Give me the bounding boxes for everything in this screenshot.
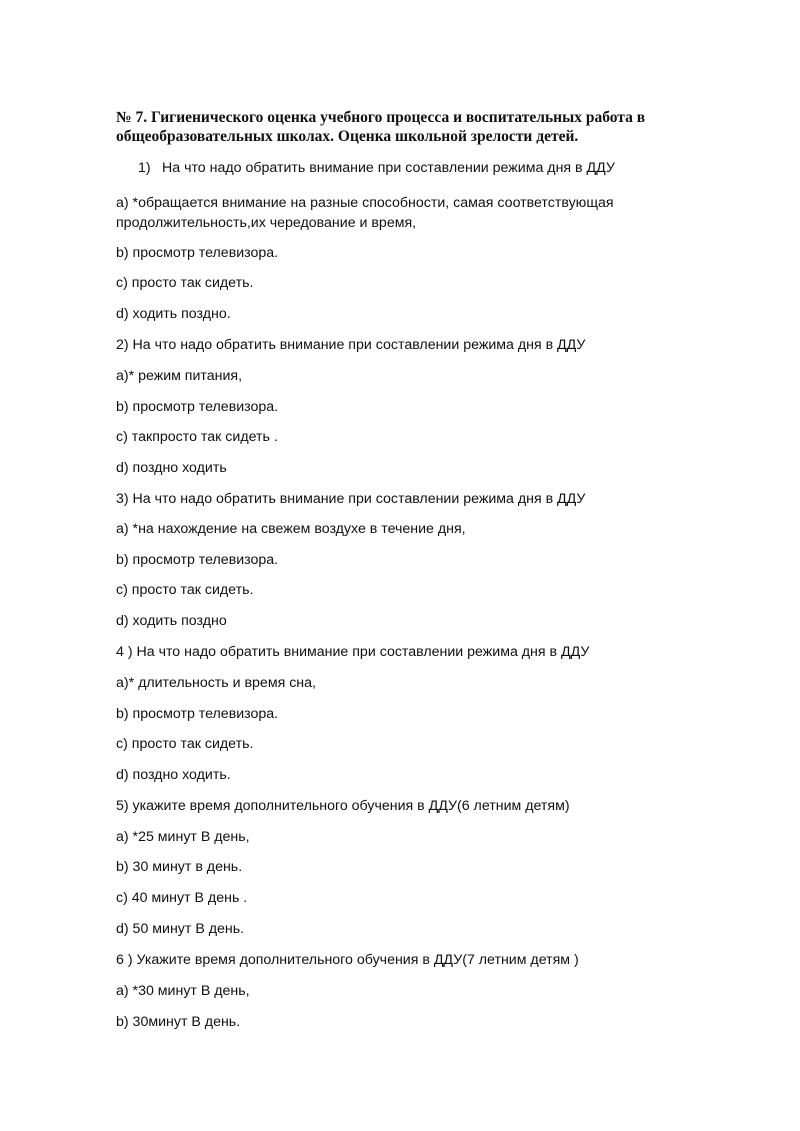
question-4-option-a: a)* длительность и время сна, xyxy=(116,675,316,691)
question-2-option-b: b) просмотр телевизора. xyxy=(116,399,279,415)
question-1 xyxy=(138,158,615,178)
question-5-option-a: a) *25 минут В день, xyxy=(116,829,250,845)
question-5-option-b: b) 30 минут в день. xyxy=(116,859,243,875)
question-3-option-b: b) просмотр телевизора. xyxy=(116,552,279,568)
question-1-option-b: b) просмотр телевизора. xyxy=(116,245,279,261)
question-6-option-b: b) 30минут В день. xyxy=(116,1014,241,1030)
question-2-option-d: d) поздно ходить xyxy=(116,460,227,476)
question-1-text: На что надо обратить внимание при составлении режима дня в ДДУ xyxy=(162,160,615,176)
question-2-option-a: a)* режим питания, xyxy=(116,368,243,384)
question-3-option-c: c) просто так сидеть. xyxy=(116,582,254,598)
question-5-option-c: c) 40 минут В день . xyxy=(116,890,248,906)
question-6-text: 6 ) Укажите время дополнительного обучения в ДДУ(7 летним детям ) xyxy=(116,952,579,968)
question-1-option-c: c) просто так сидеть. xyxy=(116,275,254,291)
question-5-option-d: d) 50 минут В день. xyxy=(116,921,245,937)
question-1-option-a: a) *обращается внимание на разные способности, самая соответствующая продолжительность,их чередование и время, xyxy=(116,195,614,231)
question-2-option-c: c) такпросто так сидеть . xyxy=(116,429,278,445)
question-4-text: 4 ) На что надо обратить внимание при составлении режима дня в ДДУ xyxy=(116,644,590,660)
question-3-option-a: a) *на нахождение на свежем воздухе в течение дня, xyxy=(116,521,466,537)
question-5-text: 5) укажите время дополнительного обучения в ДДУ(6 летним детям) xyxy=(116,798,570,814)
question-2-text: 2) На что надо обратить внимание при составлении режима дня в ДДУ xyxy=(116,337,586,353)
question-3-option-d: d) ходить поздно xyxy=(116,613,227,629)
question-1-number: 1) xyxy=(138,160,151,176)
question-1-option-d: d) ходить поздно. xyxy=(116,306,231,322)
question-6-option-a: a) *30 минут В день, xyxy=(116,983,250,999)
document-title: № 7. Гигиенического оценка учебного процесса и воспитательных работа в общеобразовательных школах. Оценка школьной зрелости детей. xyxy=(116,109,646,145)
question-4-option-d: d) поздно ходить. xyxy=(116,767,231,783)
question-4-option-b: b) просмотр телевизора. xyxy=(116,706,279,722)
question-4-option-c: c) просто так сидеть. xyxy=(116,736,254,752)
question-3-text: 3) На что надо обратить внимание при составлении режима дня в ДДУ xyxy=(116,491,586,507)
